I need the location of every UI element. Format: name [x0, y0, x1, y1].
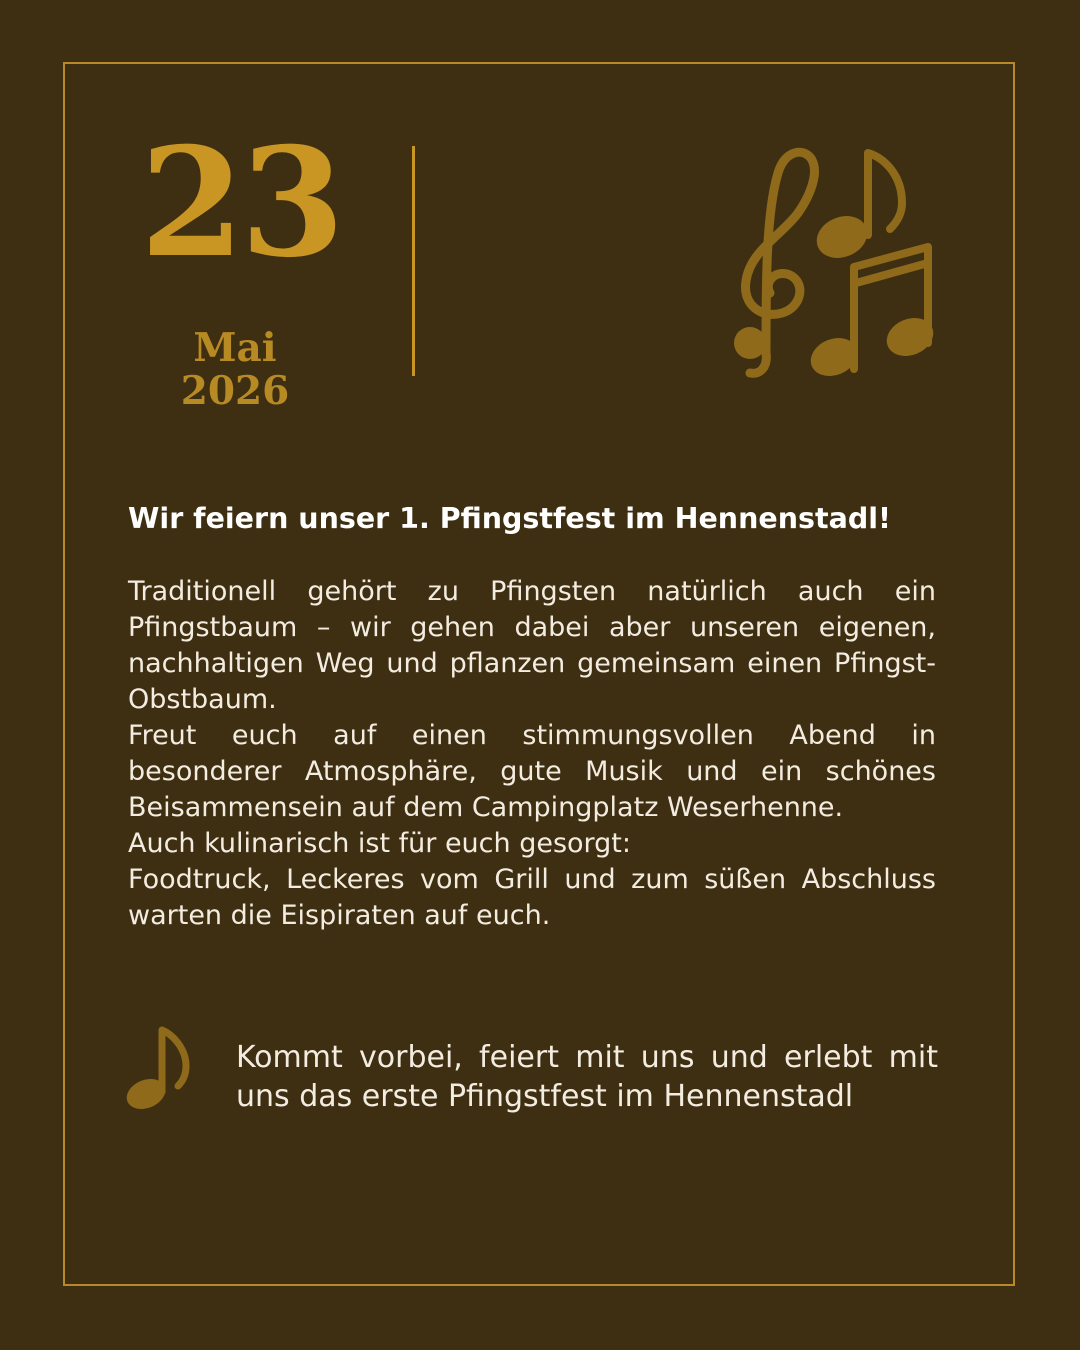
event-description	[128, 574, 936, 934]
paragraph-pfingstbaum: Traditionell gehört zu Pfingsten natürlich auch ein Pfingstbaum – wir gehen dabei aber unseren eigenen, nachhaltigen Weg und pflanzen gemeinsam einen Pfingst-Obstbaum.	[128, 576, 936, 715]
closing-invitation: Kommt vorbei, feiert mit uns und erlebt mit uns das erste Pfingstfest im Hennenstadl	[236, 1040, 938, 1114]
event-headline: Wir feiern unser 1. Pfingstfest im Hennenstadl!	[128, 502, 891, 535]
paragraph-foodtruck: Foodtruck, Leckeres vom Grill und zum süßen Abschluss warten die Eispiraten auf euch.	[128, 864, 936, 931]
event-month-year: Mai 2026	[180, 325, 290, 414]
event-day: 23	[140, 115, 341, 291]
vertical-divider	[412, 146, 415, 376]
music-notes-icon	[722, 143, 950, 383]
paragraph-abend: Freut euch auf einen stimmungsvollen Abend in besonderer Atmosphäre, gute Musik und ein schönes Beisammensein auf dem Campingplatz Weserhenne.	[128, 720, 936, 823]
eighth-note-icon	[124, 1022, 194, 1112]
paragraph-kulinarisch: Auch kulinarisch ist für euch gesorgt:	[128, 828, 631, 859]
